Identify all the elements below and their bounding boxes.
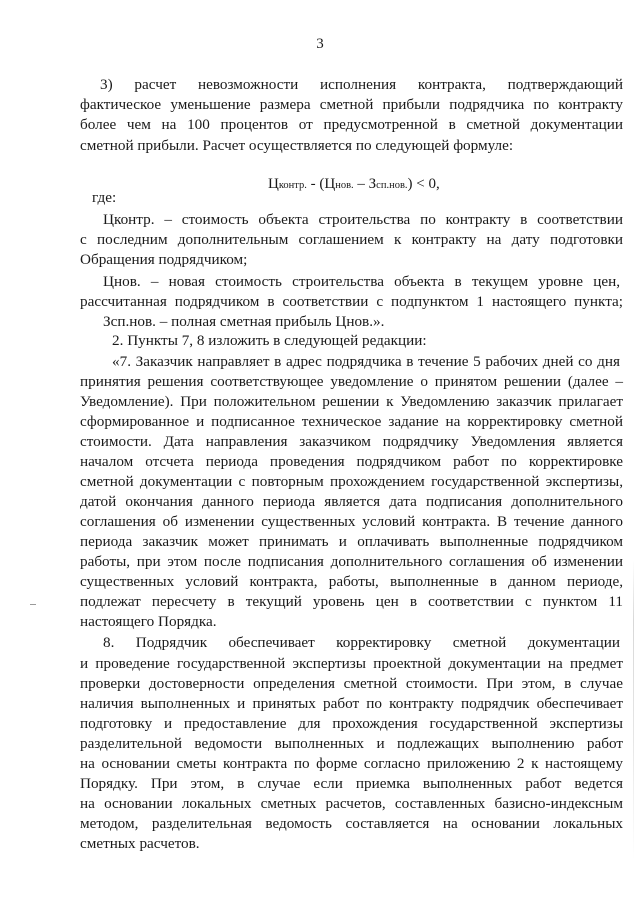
scan-mark (30, 604, 36, 605)
text-line: подготовку и предоставление для прохождения государственной экспертизы (80, 715, 623, 732)
formula-subscript: контр. (278, 180, 307, 191)
text-line: Уведомление). При положительном решении к Уведомлению заказчик прилагает (80, 393, 623, 410)
text-line: 3) расчет невозможности исполнения контракта, подтверждающий (100, 76, 623, 93)
text-line: Порядку. При этом, в случае если приемка выполненных работ ведется (80, 775, 623, 792)
formula-part: Ц (268, 176, 279, 192)
text-line: и проведение государственной экспертизы проектной документации на предмет (80, 655, 623, 672)
formula-subscript: нов. (335, 180, 354, 191)
text-line: рассчитанная подрядчиком в соответствии с подпунктом 1 настоящего пункта; (80, 293, 623, 310)
text-line: на основании локальных сметных расчетов, составленных базисно-индексным (80, 795, 623, 812)
scan-edge-shadow (633, 560, 634, 860)
formula-part: ) < 0, (407, 176, 440, 192)
formula-part: – З (353, 176, 377, 192)
text-line: 2. Пункты 7, 8 изложить в следующей редакции: (112, 332, 427, 349)
text-line: принятия решения соответствующее уведомление о принятом решении (далее – (80, 373, 623, 390)
text-line: сформированное и подписанное техническое задание на корректировку сметной (80, 413, 623, 430)
text-line: стоимости. Дата направления заказчиком подрядчику Уведомления является (80, 433, 623, 450)
text-line: Цнов. – новая стоимость строительства объекта в текущем уровне цен, (103, 273, 620, 290)
formula-subscript: сп.нов. (376, 180, 408, 191)
text-line: существенных условий контракта, работы, выполненные в данном периоде, (80, 573, 623, 590)
formula (268, 175, 440, 195)
text-line: соглашения об изменении существенных условий контракта. В течение данного (80, 513, 623, 530)
text-line: фактическое уменьшение размера сметной прибыли подрядчика по контракту (80, 96, 623, 113)
text-line: датой окончания данного периода является дата подписания дополнительного (80, 493, 623, 510)
text-line: сметной документации с повторным прохождением государственной экспертизы, (80, 473, 623, 490)
text-line: с последним дополнительным соглашением к контракту на дату подготовки (80, 231, 623, 248)
text-line: сметных расчетов. (80, 835, 200, 852)
text-line: наличия выполненных и принятых работ по контракту подрядчик обеспечивает (80, 695, 623, 712)
text-line: началом отсчета периода проведения подрядчиком работ по корректировке (80, 453, 623, 470)
text-line: «7. Заказчик направляет в адрес подрядчика в течение 5 рабочих дней со дня (112, 353, 620, 370)
text-line: Обращения подрядчиком; (80, 251, 248, 268)
text-line: настоящего Порядка. (80, 613, 217, 630)
text-line: периода заказчик может принимать и оплачивать выполненные подрядчиком (80, 533, 623, 550)
text-line: разделительной ведомости выполненных и подлежащих выполнению работ (80, 735, 623, 752)
page-number: 3 (316, 36, 324, 52)
text-line: более чем на 100 процентов от предусмотренной в сметной документации (80, 116, 623, 133)
text-line: подлежат пересчету в текущий уровень цен в соответствии с пунктом 11 (80, 593, 623, 610)
text-line: 8. Подрядчик обеспечивает корректировку сметной документации (103, 634, 620, 651)
text-line: методом, разделительная ведомость составляется на основании локальных (80, 815, 623, 832)
text-line: Зсп.нов. – полная сметная прибыль Цнов.». (103, 313, 385, 330)
text-line: Цконтр. – стоимость объекта строительства по контракту в соответствии (103, 211, 623, 228)
formula-part: - (Ц (306, 176, 336, 192)
text-line: работы, при этом после подписания дополнительного соглашения об изменении (80, 553, 623, 570)
text-line: проверки достоверности определения сметной стоимости. При этом, в случае (80, 675, 623, 692)
text-line: на основании сметы контракта по форме согласно приложению 2 к настоящему (80, 755, 623, 772)
text-line: где: (92, 189, 117, 206)
text-line: сметной прибыли. Расчет осуществляется по следующей формуле: (80, 137, 514, 154)
